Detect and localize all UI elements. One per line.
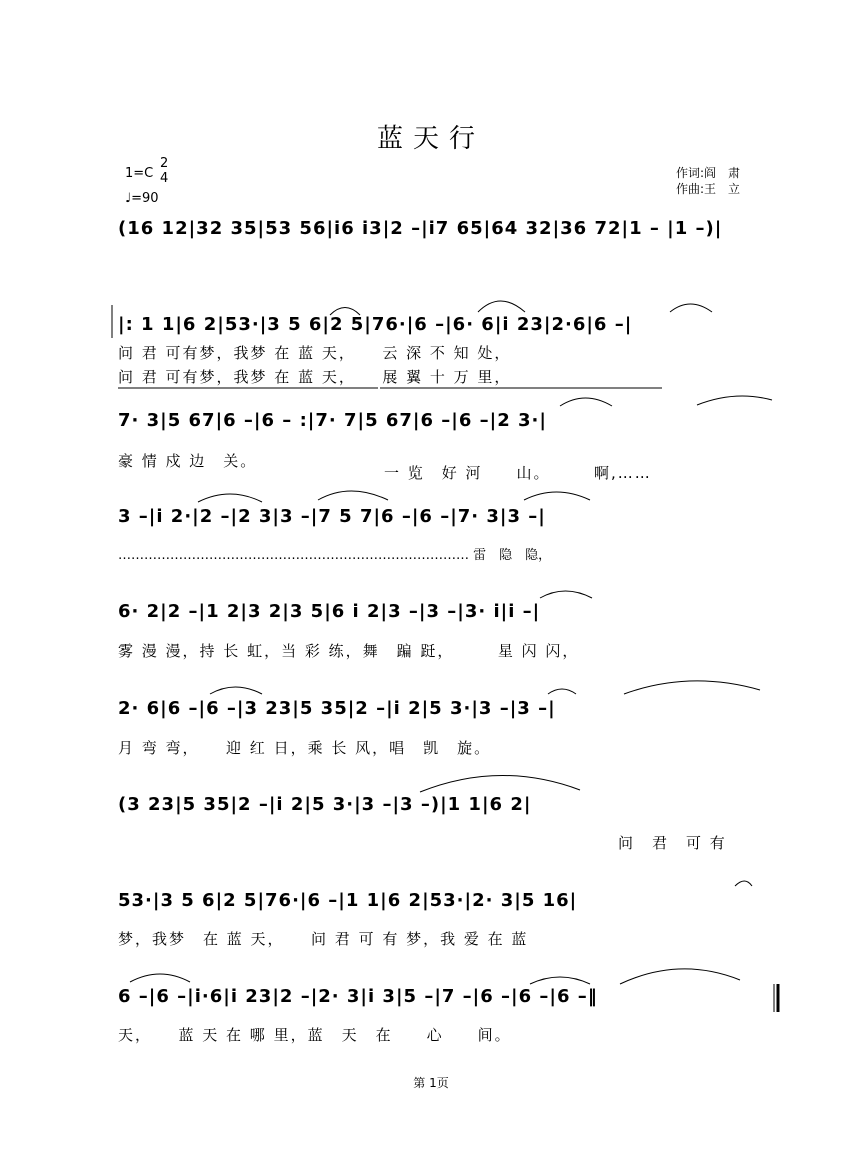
lyrics-line: 天， 蓝 天 在 哪 里，蓝 天 在 心 间。 (118, 1026, 512, 1044)
song-title: 蓝天行 (376, 124, 485, 154)
slur-arc (210, 687, 262, 694)
slur-arc (130, 974, 190, 982)
lyrics-line: 豪 情 戍 边 关。 (118, 452, 258, 470)
slur-arc (524, 492, 590, 500)
slur-arc (620, 969, 740, 984)
slur-arc (670, 304, 712, 312)
key-signature: 1=C (125, 166, 154, 181)
slur-arc (548, 689, 576, 694)
lyrics-verse-1: 问 君 可有梦，我梦 在 蓝 天， 云 深 不 知 处， (118, 344, 512, 362)
lyrics-verse-2: 问 君 可有梦，我梦 在 蓝 天， 展 翼 十 万 里， (118, 368, 512, 386)
slur-arc (420, 775, 580, 792)
slur-arc (198, 494, 262, 502)
notation-line: 2· 6|6 –|6 –|3 23|5 35|2 –|i 2|5 3·|3 –|3 –| (118, 698, 556, 719)
composer-credit: 作曲:王 立 (676, 182, 741, 196)
page-number: 第 1页 (413, 1076, 449, 1090)
slur-arc (478, 301, 525, 312)
time-signature-denominator: 4 (160, 171, 169, 186)
notation-line: 53·|3 5 6|2 5|76·|6 –|1 1|6 2|53·|2· 3|5 16| (118, 890, 578, 911)
lyrics-line: 月 弯 弯， 迎 红 日，乘 长 风，唱 凯 旋。 (118, 739, 492, 757)
slur-arc (540, 591, 592, 598)
notation-line: 3 –|i 2·|2 –|2 3|3 –|7 5 7|6 –|6 –|7· 3|3 –| (118, 506, 546, 527)
lyrics-line: ……………………………………………………………………… 雷 隐 隐， (118, 548, 552, 563)
lyrics-line: 一 览 好 河 山。 啊,…… (384, 464, 652, 482)
lyricist-credit: 作词:阎 肃 (676, 166, 741, 180)
lyrics-line: 梦，我梦 在 蓝 天， 问 君 可 有 梦，我 爱 在 蓝 (118, 930, 529, 948)
lyrics-line: 问 君 可 有 (618, 834, 727, 852)
slur-arc (530, 977, 590, 984)
slur-arc (735, 881, 752, 886)
notation-line: (16 12|32 35|53 56|i6 i3|2 –|i7 65|64 32|36 72|1 – |1 –)| (118, 218, 723, 239)
tempo-marking: ♩=90 (125, 191, 159, 206)
time-signature (160, 156, 168, 186)
slur-arc (697, 396, 772, 405)
notation-line: |: 1 1|6 2|53·|3 5 6|2 5|76·|6 –|6· 6|i 23|2·6|6 –| (118, 314, 633, 335)
lyrics-line: 雾 漫 漫，持 长 虹，当 彩 练，舞 蹁 跹， 星 闪 闪， (118, 642, 580, 660)
notation-line: 6· 2|2 –|1 2|3 2|3 5|6 i 2|3 –|3 –|3· i|i –| (118, 601, 541, 622)
notation-line: (3 23|5 35|2 –|i 2|5 3·|3 –|3 –)|1 1|6 2| (118, 794, 532, 815)
notation-line: 6 –|6 –|i·6|i 23|2 –|2· 3|i 3|5 –|7 –|6 –|6 –|6 –‖ (118, 986, 598, 1007)
slur-arc (624, 681, 760, 694)
slur-arc (560, 398, 612, 406)
notation-line: 7· 3|5 67|6 –|6 – :|7· 7|5 67|6 –|6 –|2 3·| (118, 410, 547, 431)
time-signature-numerator: 2 (160, 156, 169, 171)
slur-arc (318, 491, 388, 500)
